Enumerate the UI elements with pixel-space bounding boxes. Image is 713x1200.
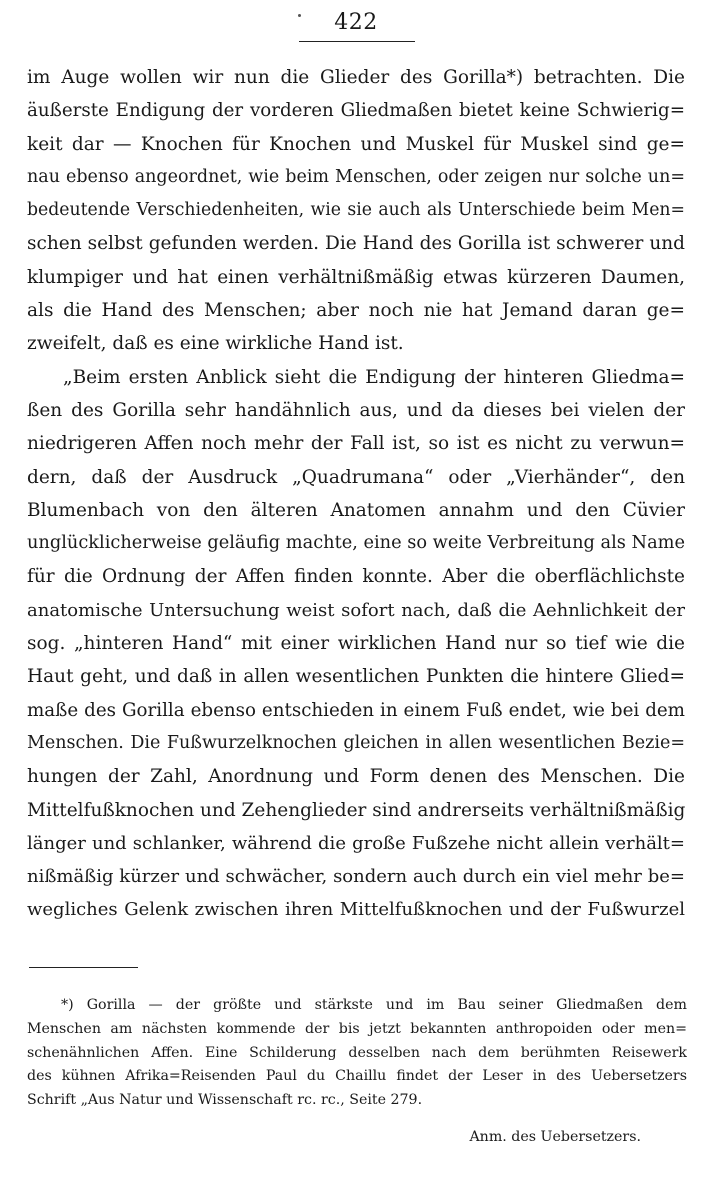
footnote-line: *) Gorilla — der größte und stärkste und im Bau seiner Gliedmaßen dem [61,997,687,1013]
footnote-line: schenähnlichen Affen. Eine Schilderung desselben nach dem berühmten Reisewerk [27,1044,687,1061]
body-line: Mittelfußknochen und Zehenglieder sind andrerseits verhältnißmäßig [27,799,685,821]
body-line: länger und schlanker, während die große Fußzehe nicht allein verhält= [27,832,685,854]
footnote [27,994,687,1113]
header-rule [299,41,415,42]
body-line: für die Ordnung der Affen finden konnte. Aber die oberflächlichste [27,566,685,588]
body-line: als die Hand des Menschen; aber noch nie hat Jemand daran ge= [27,300,685,322]
body-text [27,61,685,927]
body-line: äußerste Endigung der vorderen Gliedmaßen bietet keine Schwierig= [27,100,685,122]
body-line: niedrigeren Affen noch mehr der Fall ist, so ist es nicht zu verwun= [27,433,685,455]
footnote-line: Menschen am nächsten kommende der bis jetzt bekannten anthropoiden oder men= [27,1020,687,1037]
body-line: maße des Gorilla ebenso entschieden in einem Fuß endet, wie bei dem [27,699,685,721]
body-line: Menschen. Die Fußwurzelknochen gleichen in allen wesentlichen Bezie= [27,732,685,753]
body-line: nißmäßig kürzer und schwächer, sondern auch durch ein viel mehr be= [27,866,685,888]
body-line: schen selbst gefunden werden. Die Hand des Gorilla ist schwerer und [27,233,685,255]
body-line: hungen der Zahl, Anordnung und Form denen des Menschen. Die [27,766,685,788]
body-line: dern, daß der Ausdruck „Quadrumana“ oder „Vierhänder“, den [27,466,685,488]
body-line: bedeutende Verschiedenheiten, wie sie auch als Unterschiede beim Men= [27,200,685,221]
body-line: klumpiger und hat einen verhältnißmäßig etwas kürzeren Daumen, [27,266,685,288]
body-line: wegliches Gelenk zwischen ihren Mittelfußknochen und der Fußwurzel [27,899,685,921]
body-line: Blumenbach von den älteren Anatomen annahm und den Cüvier [27,499,685,521]
body-line: „Beim ersten Anblick sieht die Endigung der hinteren Gliedma= [63,366,685,388]
footnote-attribution: Anm. des Uebersetzers. [469,1129,641,1145]
footnote-line: Schrift „Aus Natur und Wissenschaft rc. rc., Seite 279. [27,1092,423,1109]
body-line: im Auge wollen wir nun die Glieder des Gorilla*) betrachten. Die [27,67,685,88]
body-line: Haut geht, und daß in allen wesentlichen Punkten die hintere Glied= [27,666,685,688]
body-line: sog. „hinteren Hand“ mit einer wirklichen Hand nur so tief wie die [27,633,685,655]
body-line: zweifelt, daß es eine wirkliche Hand ist. [27,333,404,355]
body-line: nau ebenso angeordnet, wie beim Menschen, oder zeigen nur solche un= [27,166,685,187]
body-line: keit dar — Knochen für Knochen und Muskel für Muskel sind ge= [27,133,685,155]
body-line: ßen des Gorilla sehr handähnlich aus, und da dieses bei vielen der [27,399,685,421]
footnote-rule [29,967,138,968]
body-line: anatomische Untersuchung weist sofort nach, daß die Aehnlichkeit der [27,599,685,621]
page-number: 422 [334,10,378,35]
body-line: unglücklicherweise geläufig machte, eine so weite Verbreitung als Name [27,533,685,554]
footnote-line: des kühnen Afrika=Reisenden Paul du Chaillu findet der Leser in des Uebersetzers [27,1068,687,1085]
